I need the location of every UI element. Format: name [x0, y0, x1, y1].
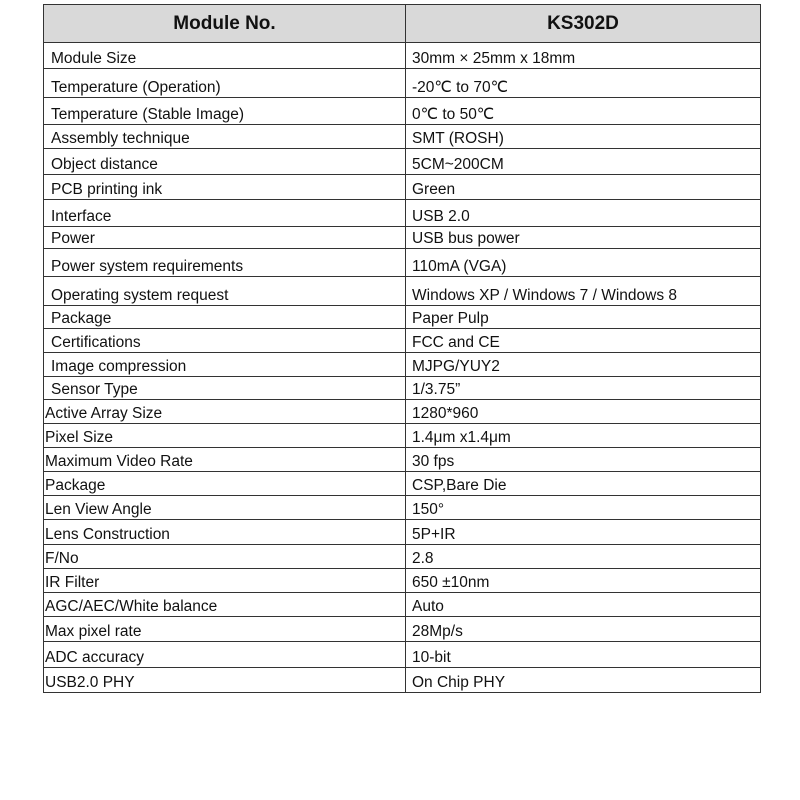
table-row [44, 377, 761, 400]
spec-key: Temperature (Stable Image) [44, 98, 406, 125]
table-row [44, 545, 761, 569]
spec-key: Assembly technique [44, 125, 406, 149]
table-row [44, 448, 761, 472]
spec-value: Auto [406, 593, 761, 617]
spec-key: F/No [44, 545, 406, 569]
spec-key: Package [44, 472, 406, 496]
spec-value: USB bus power [406, 227, 761, 249]
spec-key: Operating system request [44, 277, 406, 306]
table-row [44, 200, 761, 227]
spec-value: CSP,Bare Die [406, 472, 761, 496]
table-row [44, 642, 761, 668]
table-row [44, 400, 761, 424]
spec-key: Sensor Type [44, 377, 406, 400]
spec-key: ADC accuracy [44, 642, 406, 668]
table-row [44, 306, 761, 329]
table-row [44, 496, 761, 520]
spec-key: Power [44, 227, 406, 249]
table-row [44, 98, 761, 125]
table-row [44, 175, 761, 200]
table-row [44, 149, 761, 175]
table-row [44, 125, 761, 149]
spec-value: 28Mp/s [406, 617, 761, 642]
table-row [44, 520, 761, 545]
spec-value: Windows XP / Windows 7 / Windows 8 [406, 277, 761, 306]
spec-value: -20℃ to 70℃ [406, 69, 761, 98]
header-model: KS302D [406, 5, 761, 43]
spec-value: Paper Pulp [406, 306, 761, 329]
spec-key: Package [44, 306, 406, 329]
spec-value: 1/3.75” [406, 377, 761, 400]
spec-key: Len View Angle [44, 496, 406, 520]
spec-key: Temperature (Operation) [44, 69, 406, 98]
spec-value: 30mm × 25mm x 18mm [406, 43, 761, 69]
spec-value: 30 fps [406, 448, 761, 472]
spec-key: Interface [44, 200, 406, 227]
spec-value: MJPG/YUY2 [406, 353, 761, 377]
spec-key: AGC/AEC/White balance [44, 593, 406, 617]
spec-value: 150° [406, 496, 761, 520]
spec-key: Power system requirements [44, 249, 406, 277]
table-row [44, 43, 761, 69]
header-module-no: Module No. [44, 5, 406, 43]
spec-value: FCC and CE [406, 329, 761, 353]
table-row [44, 329, 761, 353]
spec-value: SMT (ROSH) [406, 125, 761, 149]
table-row [44, 277, 761, 306]
table-row [44, 472, 761, 496]
spec-key: Active Array Size [44, 400, 406, 424]
table-row [44, 569, 761, 593]
spec-key: PCB printing ink [44, 175, 406, 200]
spec-key: Pixel Size [44, 424, 406, 448]
table-row [44, 424, 761, 448]
spec-value: 110mA (VGA) [406, 249, 761, 277]
table-row [44, 227, 761, 249]
spec-key: Certifications [44, 329, 406, 353]
spec-value: USB 2.0 [406, 200, 761, 227]
spec-key: Lens Construction [44, 520, 406, 545]
spec-key: USB2.0 PHY [44, 668, 406, 693]
table-row [44, 69, 761, 98]
spec-key: Image compression [44, 353, 406, 377]
table-row [44, 249, 761, 277]
spec-value: 1280*960 [406, 400, 761, 424]
spec-value: 5P+IR [406, 520, 761, 545]
spec-table [43, 4, 761, 693]
table-row [44, 668, 761, 693]
spec-value: 650 ±10nm [406, 569, 761, 593]
spec-key: Maximum Video Rate [44, 448, 406, 472]
spec-key: Object distance [44, 149, 406, 175]
spec-value: 5CM~200CM [406, 149, 761, 175]
spec-value: 0℃ to 50℃ [406, 98, 761, 125]
spec-value: 1.4μm x1.4μm [406, 424, 761, 448]
table-header-row [44, 5, 761, 43]
spec-value: 10-bit [406, 642, 761, 668]
table-row [44, 617, 761, 642]
spec-value: 2.8 [406, 545, 761, 569]
spec-value: Green [406, 175, 761, 200]
spec-key: Module Size [44, 43, 406, 69]
spec-key: Max pixel rate [44, 617, 406, 642]
table-row [44, 593, 761, 617]
spec-key: IR Filter [44, 569, 406, 593]
spec-value: On Chip PHY [406, 668, 761, 693]
table-row [44, 353, 761, 377]
